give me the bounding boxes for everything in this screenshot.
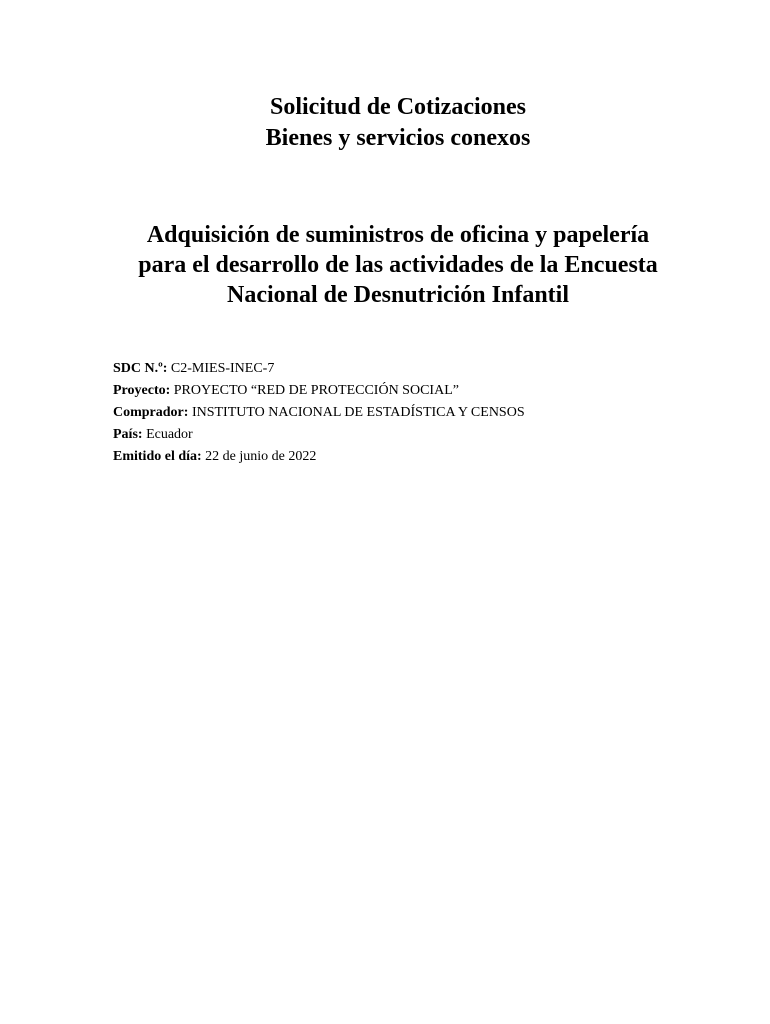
title-line-1: Solicitud de Cotizaciones — [270, 94, 526, 120]
detail-value: INSTITUTO NACIONAL DE ESTADÍSTICA Y CENSOS — [191, 405, 525, 420]
detail-buyer — [113, 402, 525, 424]
detail-label: Emitido el día: — [113, 449, 202, 464]
subject-line-3: Nacional de Desnutrición Infantil — [226, 282, 570, 308]
detail-country — [113, 424, 525, 446]
title-line-2: Bienes y servicios conexos — [265, 125, 531, 151]
detail-value: C2-MIES-INEC-7 — [170, 361, 275, 376]
document-title — [0, 92, 770, 154]
detail-value: PROYECTO “RED DE PROTECCIÓN SOCIAL” — [173, 383, 459, 398]
detail-label: SDC N.º: — [113, 361, 168, 376]
request-details — [113, 358, 525, 468]
detail-label: País: — [113, 427, 143, 442]
detail-issue-date — [113, 446, 525, 468]
subject-line-1: Adquisición de suministros de oficina y papelería — [146, 222, 650, 248]
subject-line-2: para el desarrollo de las actividades de la Encuesta — [138, 252, 658, 278]
detail-value: 22 de junio de 2022 — [205, 449, 317, 464]
detail-label: Comprador: — [113, 405, 189, 420]
detail-value: Ecuador — [146, 427, 193, 442]
detail-label: Proyecto: — [113, 383, 171, 398]
detail-project — [113, 380, 525, 402]
detail-sdc-number — [113, 358, 525, 380]
procurement-subject — [0, 220, 770, 310]
